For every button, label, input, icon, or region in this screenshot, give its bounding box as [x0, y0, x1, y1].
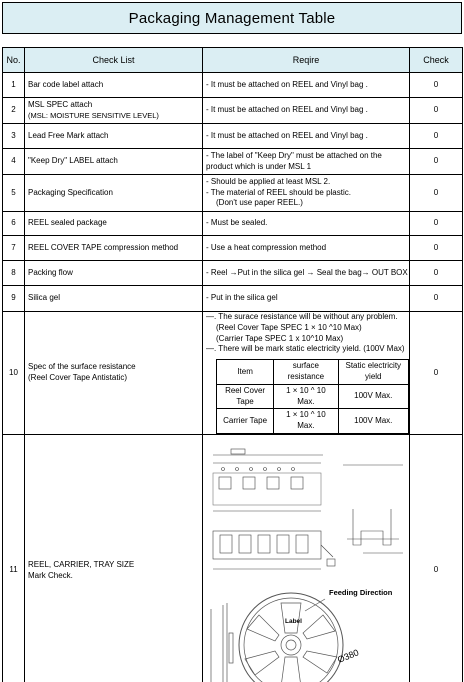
row-require	[203, 149, 410, 175]
row-no: 11	[3, 434, 25, 682]
row-require	[203, 175, 410, 212]
table-row	[3, 434, 463, 682]
table-row	[3, 98, 463, 124]
row-no: 9	[3, 286, 25, 312]
table-row	[3, 261, 463, 286]
row-check: 0	[410, 312, 463, 435]
row-item-title: Spec of the surface resistance	[28, 362, 136, 372]
require-line: —. There will be mark static electricity yield. (100V Max)	[206, 344, 405, 354]
row-no: 8	[3, 261, 25, 286]
reel-carrier-drawing	[203, 435, 410, 682]
row-check: 0	[410, 236, 463, 261]
reel-drawing	[211, 593, 343, 682]
row-item	[25, 98, 203, 124]
row-check: 0	[410, 212, 463, 236]
row-item	[25, 434, 203, 682]
header-no: No.	[3, 48, 25, 73]
resistance-cell: Carrier Tape	[217, 409, 274, 434]
row-require: - It must be attached on REEL and Vinyl bag .	[203, 124, 410, 149]
reel-diameter-text: Ø380	[336, 647, 361, 665]
row-item: "Keep Dry" LABEL attach	[25, 149, 203, 175]
row-item-subtitle: Mark Check.	[28, 570, 73, 580]
row-require: - Reel →Put in the silica gel → Seal the bag→ OUT BOX	[203, 261, 410, 286]
table-row	[3, 236, 463, 261]
row-no: 4	[3, 149, 25, 175]
row-no: 10	[3, 312, 25, 435]
row-item: Silica gel	[25, 286, 203, 312]
table-header-row	[3, 48, 463, 73]
resistance-cell: 100V Max.	[338, 384, 408, 409]
row-check: 0	[410, 286, 463, 312]
table-row	[3, 124, 463, 149]
require-line: - The material of REEL should be plastic.	[206, 187, 351, 197]
resistance-header: surface resistance	[274, 360, 338, 385]
page-title: Packaging Management Table	[2, 2, 462, 34]
row-item-title: MSL SPEC attach	[28, 100, 93, 110]
row-check: 0	[410, 434, 463, 682]
row-no: 3	[3, 124, 25, 149]
row-item: REEL sealed package	[25, 212, 203, 236]
row-item: Lead Free Mark attach	[25, 124, 203, 149]
table-row	[3, 286, 463, 312]
row-require: - It must be attached on REEL and Vinyl bag .	[203, 73, 410, 98]
row-item	[25, 312, 203, 435]
require-line: product which is under MSL 1	[206, 161, 312, 171]
row-item: REEL COVER TAPE compression method	[25, 236, 203, 261]
row-require: - Put in the silica gel	[203, 286, 410, 312]
tape-profile-drawing	[343, 465, 403, 553]
row-item-subtitle: (Reel Cover Tape Antistatic)	[28, 372, 128, 382]
row-item: Bar code label attach	[25, 73, 203, 98]
row-require: - Must be sealed.	[203, 212, 410, 236]
require-line: - Should be applied at least MSL 2.	[206, 176, 331, 186]
resistance-cell: 1 × 10 ^ 10 Max.	[274, 409, 338, 434]
require-line: (Carrier Tape SPEC 1 x 10^10 Max)	[216, 333, 344, 343]
resistance-cell: Reel Cover Tape	[217, 384, 274, 409]
row-require: - It must be attached on REEL and Vinyl bag .	[203, 98, 410, 124]
require-line: (Reel Cover Tape SPEC 1 × 10 ^10 Max)	[216, 322, 362, 332]
row-item-title: REEL, CARRIER, TRAY SIZE	[28, 560, 135, 570]
row-require: - Use a heat compression method	[203, 236, 410, 261]
row-item: Packaging Specification	[25, 175, 203, 212]
header-require: Reqire	[203, 48, 410, 73]
row-item: Packing flow	[25, 261, 203, 286]
row-require	[203, 312, 410, 435]
resistance-header: Item	[217, 360, 274, 385]
row-check: 0	[410, 175, 463, 212]
require-line: - The label of "Keep Dry" must be attached on the	[206, 150, 382, 160]
row-check: 0	[410, 124, 463, 149]
reel-drawing-cell	[203, 434, 410, 682]
require-line: (Don't use paper REEL.)	[216, 198, 303, 208]
reel-label-text: Label	[285, 617, 302, 625]
row-check: 0	[410, 73, 463, 98]
header-check-list: Check List	[25, 48, 203, 73]
header-check: Check	[410, 48, 463, 73]
row-no: 5	[3, 175, 25, 212]
packaging-table	[2, 47, 463, 682]
feeding-direction-label: Feeding Direction	[329, 587, 393, 597]
table-row	[3, 149, 463, 175]
row-no: 6	[3, 212, 25, 236]
require-line: —. The surace resistance will be without any problem.	[206, 312, 398, 321]
row-no: 2	[3, 98, 25, 124]
resistance-cell: 1 × 10 ^ 10 Max.	[274, 384, 338, 409]
resistance-table	[216, 359, 409, 434]
row-check: 0	[410, 149, 463, 175]
row-check: 0	[410, 98, 463, 124]
carrier-tape-drawing	[213, 449, 335, 569]
row-item-subtitle: (MSL: MOISTURE SENSITIVE LEVEL)	[28, 110, 159, 120]
resistance-header: Static electricity yield	[338, 360, 408, 385]
table-row	[3, 312, 463, 435]
table-row	[3, 175, 463, 212]
row-no: 7	[3, 236, 25, 261]
resistance-cell: 100V Max.	[338, 409, 408, 434]
row-check: 0	[410, 261, 463, 286]
table-row	[3, 73, 463, 98]
table-row	[3, 212, 463, 236]
row-no: 1	[3, 73, 25, 98]
